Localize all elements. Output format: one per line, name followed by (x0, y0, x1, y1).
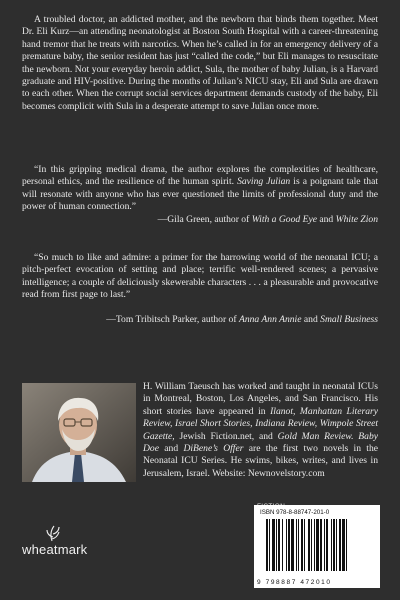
barcode-bar (272, 519, 275, 571)
barcode-bar (339, 519, 341, 571)
barcode-bar (296, 519, 297, 571)
review-quote-1: “In this gripping medical drama, the author explores the complexities of healthcare, personal ethics, and the resilience of the human spirit. Saving Julian is a poignant tale that will resonate with anyone who has ever questioned the limits of professional duty and the power of human connection.” (22, 164, 378, 213)
barcode-bar (282, 519, 283, 571)
book-blurb: A troubled doctor, an addicted mother, and the newborn that binds them together. Meet Dr. Eli Kurz—an attending neonatologist at Boston South Hospital with a career-threatening hand tremor that he treats with narcotics. When he’s called in for an emergency delivery of a premature baby, the senior resident has just “called the code,” but Eli manages to resuscitate the newborn. Not your everyday heroin addict, Sula, the mother of baby Julian, is a Harvard graduate and HIV-positive. During the months of Julian’s NICU stay, Eli and Sula are drawn to each other. When the corrupt social services department demands custody of the baby, Eli becomes complicit with Sula in a desperate attempt to save Julian once more. (22, 14, 378, 112)
barcode-bar (324, 519, 325, 571)
barcode-bars (266, 519, 370, 571)
barcode-bar (336, 519, 337, 571)
barcode-bar (301, 519, 303, 571)
barcode-bar (320, 519, 322, 571)
barcode-bar (278, 519, 280, 571)
barcode-bar (276, 519, 277, 571)
barcode-bar (286, 519, 287, 571)
barcode (254, 505, 380, 588)
barcode-bar (311, 519, 312, 571)
barcode-bar (288, 519, 290, 571)
barcode-bar (316, 519, 319, 571)
author-bio: H. William Taeusch has worked and taught in neonatal ICUs in Montreal, Boston, Los Angeles, and San Francisco. His short stories have appeared in Ilanot, Manhattan Literary Review, Israel Short Stories, Indiana Review, Wimpole Street Gazette, Jewish Fiction.net, and Gold Man Review. Baby Doe and DiBene’s Offer are the first two novels in the Neonatal ICU Series. He swims, bikes, writes, and lives in Jerusalem, Israel. Website: Newnovelstory.com (143, 381, 379, 479)
barcode-bar (326, 519, 328, 571)
review-attribution-2: —Tom Tribitsch Parker, author of Anna Ann Annie and Small Business (106, 314, 378, 325)
barcode-bar (298, 519, 299, 571)
barcode-bar (308, 519, 310, 571)
barcode-digits: 9 798887 472010 (257, 579, 332, 586)
barcode-bar (331, 519, 332, 571)
review-quote-2: “So much to like and admire: a primer for the harrowing world of the neonatal ICU; a pitch-perfect evocation of setting and place; terrific well-rendered scenes; a pervasive intelligence; a couple of deliciously skewerable characters . . . a pleasurable and provocative read from first page to last.” (22, 252, 378, 301)
barcode-bar (342, 519, 345, 571)
barcode-bar (314, 519, 315, 571)
isbn-text: ISBN 978-8-88747-201-0 (260, 509, 330, 516)
publisher-logo: wheatmark (22, 542, 88, 557)
barcode-bar (304, 519, 305, 571)
author-photo (22, 383, 136, 482)
barcode-bar (266, 519, 268, 571)
review-attribution-1: —Gila Green, author of With a Good Eye and White Zion (157, 214, 378, 225)
barcode-bar (269, 519, 270, 571)
barcode-bar (333, 519, 335, 571)
barcode-bar (291, 519, 294, 571)
barcode-bar (346, 519, 347, 571)
